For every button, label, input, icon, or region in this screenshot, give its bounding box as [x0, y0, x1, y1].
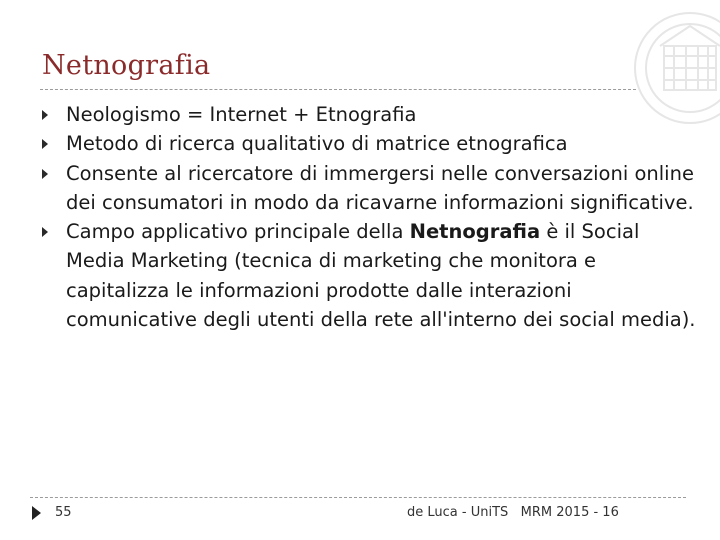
triangle-bullet-icon — [42, 110, 48, 120]
bullet-list — [41, 100, 701, 334]
triangle-bullet-icon — [42, 227, 48, 237]
page-number: 55 — [55, 505, 72, 520]
bullet-text: Metodo di ricerca qualitativo di matrice etnografica — [66, 132, 568, 156]
bullet-text: Consente al ricercatore di immergersi nelle conversazioni online dei consumatori in modo da ricavarne informazioni significative. — [66, 161, 694, 214]
bullet-emphasis: Netnografia — [409, 220, 541, 244]
triangle-bullet-icon — [42, 169, 48, 179]
triangle-footer-icon — [32, 506, 41, 520]
bullet-item — [41, 159, 701, 218]
footer-text: de Luca - UniTS MRM 2015 - 16 — [407, 505, 619, 520]
triangle-bullet-icon — [42, 139, 48, 149]
bullet-text-before: Campo applicativo principale della — [66, 220, 410, 244]
bullet-text-after: è il Social Media Marketing (tecnica di marketing che monitora e capitalizza le informazioni prodotte dalle interazioni comunicative degli utenti della rete all'interno dei social media). — [66, 220, 696, 332]
title-divider — [40, 89, 636, 90]
bullet-item — [41, 217, 701, 334]
footer-divider — [30, 497, 686, 498]
bullet-item — [41, 129, 701, 158]
slide-title: Netnografia — [42, 50, 211, 81]
bullet-item — [41, 100, 701, 129]
bullet-text: Neologismo = Internet + Etnografia — [66, 103, 417, 126]
